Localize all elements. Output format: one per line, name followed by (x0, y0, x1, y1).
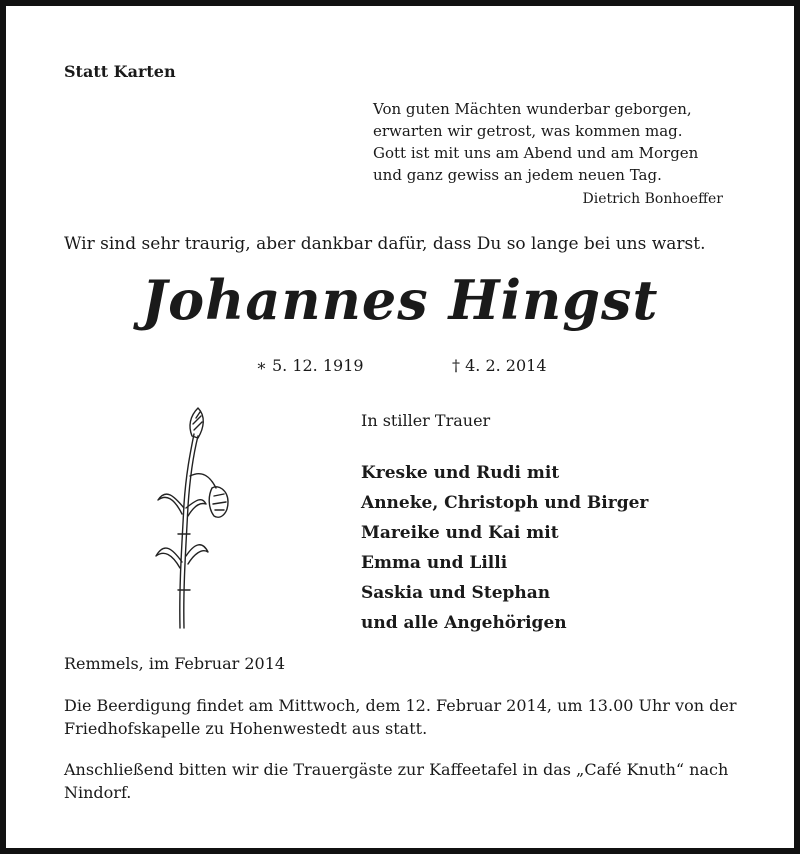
family-list (361, 458, 648, 638)
statt-karten-heading: Statt Karten (64, 62, 176, 81)
intro-text: Wir sind sehr traurig, aber dankbar dafür, dass Du so lange bei uns warst. (64, 234, 706, 254)
family-member-line: Saskia und Stephan (361, 583, 551, 603)
quote-line: erwarten wir getrost, was kommen mag. (373, 122, 683, 140)
deceased-name: Johannes Hingst (141, 268, 659, 332)
reception-info: Anschließend bitten wir die Trauergäste zur Kaffeetafel in das „Café Knuth“ nach Nindorf. (64, 760, 729, 802)
wheat-stalk-icon (146, 404, 246, 630)
bonhoeffer-quote (373, 98, 698, 186)
family-member-line: und alle Angehörigen (361, 613, 567, 633)
quote-line: Von guten Mächten wunderbar geborgen, (373, 100, 692, 118)
family-member-line: Kreske und Rudi mit (361, 463, 560, 483)
family-member-line: Mareike und Kai mit (361, 523, 559, 543)
family-member-line: Anneke, Christoph und Birger (361, 493, 649, 513)
funeral-info: Die Beerdigung findet am Mittwoch, dem 12. Februar 2014, um 13.00 Uhr von der Friedhofskapelle zu Hohenwestedt aus statt. (64, 696, 737, 738)
family-member-line: Emma und Lilli (361, 553, 508, 573)
mourning-label: In stiller Trauer (361, 411, 491, 430)
death-date: † 4. 2. 2014 (452, 356, 547, 375)
birth-date: ∗ 5. 12. 1919 (256, 356, 364, 375)
quote-line: Gott ist mit uns am Abend und am Morgen (373, 144, 699, 162)
place-date: Remmels, im Februar 2014 (64, 654, 286, 673)
quote-line: und ganz gewiss an jedem neuen Tag. (373, 166, 662, 184)
quote-author: Dietrich Bonhoeffer (582, 191, 723, 207)
